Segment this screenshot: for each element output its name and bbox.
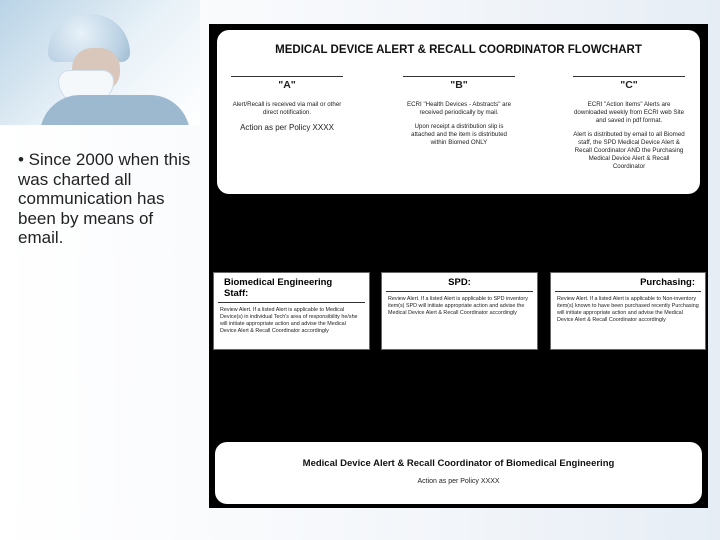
- box-title: Purchasing:: [555, 273, 701, 292]
- flowchart-title: MEDICAL DEVICE ALERT & RECALL COORDINATOR FLOWCHART: [275, 44, 642, 56]
- purchasing-box: [550, 272, 706, 350]
- box-text: Review Alert. If a listed Alert is applicable to Medical Device(s) in individual Tech's area of responsibility he/she will initiate appropriate action and advise the Medical Device Alert & Recall Coordinator accordingly: [220, 307, 358, 334]
- box-title: Biomedical Engineering Staff:: [218, 273, 365, 303]
- column-header: "C": [620, 79, 638, 91]
- column-rule: [403, 76, 515, 77]
- column-header: "A": [278, 79, 296, 91]
- surgeon-photo: [0, 0, 200, 125]
- column-action: Upon receipt a distribution slip is attached and the item is distributed within Biomed ONLY: [411, 123, 507, 146]
- column-b: [403, 76, 515, 153]
- column-rule: [231, 76, 343, 77]
- column-text: ECRI "Health Devices - Abstracts" are received periodically by mail.: [406, 101, 512, 116]
- surgical-gown: [40, 95, 190, 125]
- coordinator-title: Medical Device Alert & Recall Coordinator of Biomedical Engineering: [302, 458, 615, 469]
- biomed-staff-box: [213, 272, 370, 350]
- column-header: "B": [450, 79, 468, 91]
- bullet-text: • Since 2000 when this was charted all communication has been by means of email.: [18, 150, 191, 247]
- column-text: ECRI "Action Items" Alerts are downloaded weekly from ECRI web Site and saved in pdf format.: [573, 101, 685, 124]
- column-c: [573, 76, 685, 177]
- column-action: Action as per Policy XXXX: [240, 123, 334, 132]
- column-text: Alert/Recall is received via mail or other direct notification.: [232, 101, 342, 116]
- column-action: Alert is distributed by email to all Biomed staff, the SPD Medical Device Alert & Recall Coordinator AND the Purchasing Medical Device Alert & Recall Coordinator: [573, 131, 685, 170]
- box-text: Review Alert. If a listed Alert is applicable to SPD inventory item(s) SPD will initiate appropriate action and advise the Medical Device Alert & Recall Coordinator accordingly: [388, 296, 528, 316]
- coordinator-panel: [215, 442, 702, 504]
- flowchart-top-panel: [217, 30, 700, 194]
- flowchart: [209, 24, 708, 508]
- spd-box: [381, 272, 538, 350]
- box-text: Review Alert. If a listed Alert is applicable to Non-inventory item(s) known to have been purchased recently Purchasing will initiate appropriate action and advise the Medical Device Alert & Recall Coordinator accordingly: [557, 296, 699, 323]
- coordinator-action: Action as per Policy XXXX: [417, 478, 500, 485]
- column-rule: [573, 76, 685, 77]
- column-a: [231, 76, 343, 139]
- box-title: SPD:: [386, 273, 533, 292]
